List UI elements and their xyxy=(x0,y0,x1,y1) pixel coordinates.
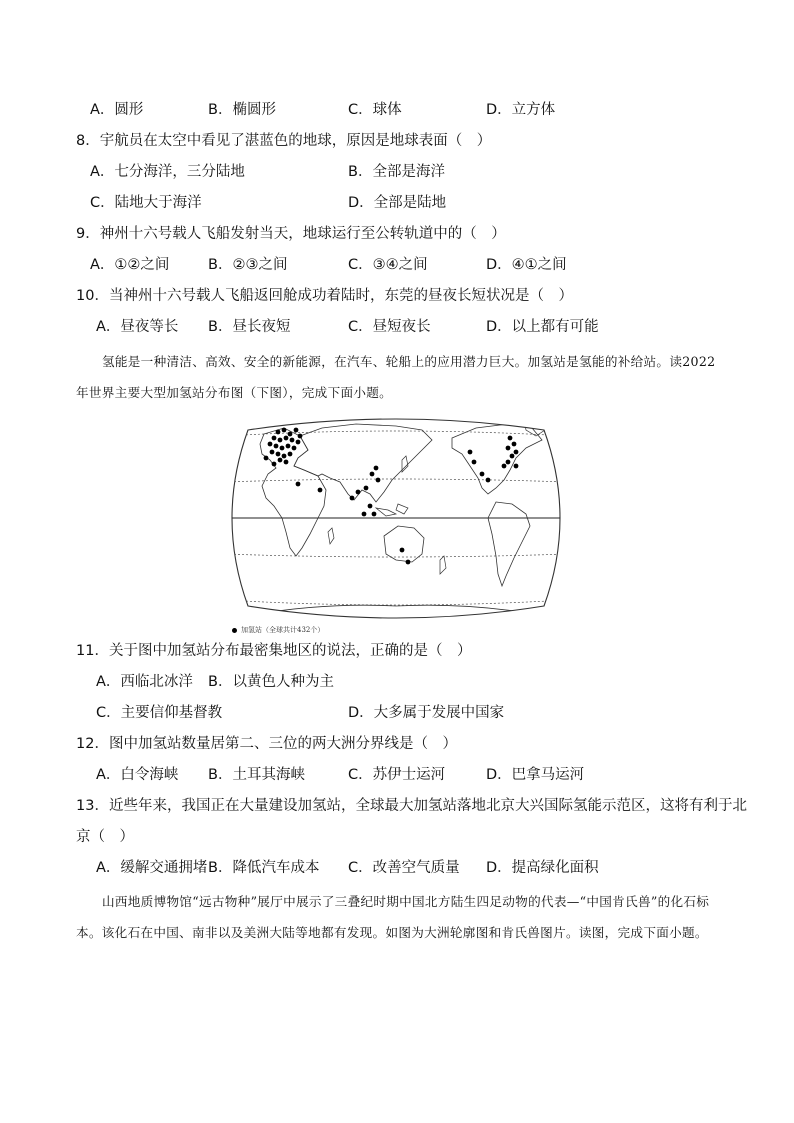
hydrogen-station-dot xyxy=(318,488,323,493)
q7-option-a: A．圆形 xyxy=(90,102,144,118)
hydrogen-station-dot xyxy=(264,456,269,461)
hydrogen-station-dot xyxy=(468,450,473,455)
hydrogen-station-dot xyxy=(272,436,277,441)
reading-passage-hydrogen: 氢能是一种清洁、高效、安全的新能源，在汽车、轮船上的应用潜力巨大。加氢站是氢能的补给站。读2022年世界主要大型加氢站分布图（下图），完成下面小题。 xyxy=(76,354,716,400)
q13-option-b: B．降低汽车成本 xyxy=(208,860,320,876)
q12-stem: 12．图中加氢站数量居第二、三位的两大洲分界线是（ ） xyxy=(76,736,457,752)
hydrogen-station-dot xyxy=(350,496,355,501)
q12-option-c: C．苏伊士运河 xyxy=(348,767,446,783)
hydrogen-station-dot xyxy=(472,460,477,465)
hydrogen-station-dot xyxy=(506,446,511,451)
hydrogen-station-dot xyxy=(292,446,297,451)
q10-option-c: C．昼短夜长 xyxy=(348,319,431,335)
hydrogen-station-dot xyxy=(298,434,303,439)
q10-stem: 10．当神州十六号载人飞船返回舱成功着陆时，东莞的昼夜长短状况是（ ） xyxy=(76,288,573,304)
hydrogen-station-dot xyxy=(480,472,485,477)
q9-option-d: D．④①之间 xyxy=(486,257,567,273)
hydrogen-station-dot xyxy=(284,460,289,465)
q12-option-a: A．白令海峡 xyxy=(96,767,179,783)
hydrogen-station-dot xyxy=(270,450,275,455)
hydrogen-station-dot xyxy=(374,466,379,471)
q11-option-c: C．主要信仰基督教 xyxy=(96,705,223,721)
hydrogen-station-dot xyxy=(294,428,299,433)
hydrogen-station-dot xyxy=(376,478,381,483)
q10-option-d: D．以上都有可能 xyxy=(486,319,599,335)
q13-option-c: C．改善空气质量 xyxy=(348,860,460,876)
q12-option-d: D．巴拿马运河 xyxy=(486,767,585,783)
q9-option-a: A．①②之间 xyxy=(90,257,170,273)
q8-option-d: D．全部是陆地 xyxy=(348,195,447,211)
hydrogen-station-dot xyxy=(372,512,377,517)
q10-option-a: A．昼夜等长 xyxy=(96,319,179,335)
q13-stem-line2: 京（ ） xyxy=(76,829,134,845)
q9-stem: 9．神州十六号载人飞船发射当天，地球运行至公转轨道中的（ ） xyxy=(76,226,506,242)
hydrogen-station-dot xyxy=(276,452,281,457)
hydrogen-station-dot xyxy=(272,462,277,467)
hydrogen-station-dot xyxy=(364,486,369,491)
hydrogen-station-dot xyxy=(296,440,301,445)
hydrogen-station-dot xyxy=(356,490,361,495)
hydrogen-station-dot xyxy=(370,472,375,477)
hydrogen-station-dot xyxy=(278,438,283,443)
hydrogen-station-dot xyxy=(512,442,517,447)
hydrogen-station-dot xyxy=(276,430,281,435)
hydrogen-station-dot xyxy=(486,478,491,483)
q7-option-c: C．球体 xyxy=(348,102,402,118)
map-legend xyxy=(232,625,324,635)
hydrogen-station-dot xyxy=(296,482,301,487)
hydrogen-station-dot xyxy=(502,464,507,469)
hydrogen-station-dot xyxy=(508,436,513,441)
hydrogen-station-dot xyxy=(286,444,291,449)
q7-option-b: B．椭圆形 xyxy=(208,102,276,118)
q11-stem: 11．关于图中加氢站分布最密集地区的说法，正确的是（ ） xyxy=(76,643,472,659)
q11-option-a: A．西临北冰洋 xyxy=(96,674,193,690)
q9-option-b: B．②③之间 xyxy=(208,257,288,273)
q8-stem: 8．宇航员在太空中看见了湛蓝色的地球，原因是地球表面（ ） xyxy=(76,133,492,149)
q13-option-d: D．提高绿化面积 xyxy=(486,860,599,876)
hydrogen-station-dot xyxy=(288,432,293,437)
hydrogen-station-dot xyxy=(406,560,411,565)
q8-option-a: A．七分海洋，三分陆地 xyxy=(90,164,245,180)
q13-stem-line1: 13．近些年来，我国正在大量建设加氢站，全球最大加氢站落地北京大兴国际氢能示范区，这将有利于北 xyxy=(76,798,747,814)
q8-option-b: B．全部是海洋 xyxy=(348,164,445,180)
hydrogen-station-dot xyxy=(288,452,293,457)
hydrogen-station-dot xyxy=(268,442,273,447)
q8-option-c: C．陆地大于海洋 xyxy=(90,195,202,211)
hydrogen-station-dot xyxy=(282,428,287,433)
hydrogen-station-dot xyxy=(510,454,515,459)
q11-option-b: B．以黄色人种为主 xyxy=(208,674,334,690)
map-legend-label: 加氢站（全球共计432个） xyxy=(241,626,325,634)
hydrogen-station-dot xyxy=(400,548,405,553)
q10-option-b: B．昼长夜短 xyxy=(208,319,291,335)
hydrogen-station-dot xyxy=(274,444,279,449)
q12-option-b: B．土耳其海峡 xyxy=(208,767,305,783)
hydrogen-station-dot xyxy=(506,460,511,465)
hydrogen-station-dot xyxy=(514,464,519,469)
q11-option-d: D．大多属于发展中国家 xyxy=(348,705,505,721)
hydrogen-station-dot xyxy=(278,458,283,463)
hydrogen-station-dot xyxy=(362,512,367,517)
hydrogen-station-dot xyxy=(290,438,295,443)
q7-option-d: D．立方体 xyxy=(486,102,556,118)
world-map-hydrogen-stations xyxy=(226,410,566,636)
hydrogen-station-dot xyxy=(284,436,289,441)
station-dot-icon xyxy=(232,628,237,633)
hydrogen-station-dot xyxy=(368,504,373,509)
q9-option-c: C．③④之间 xyxy=(348,257,428,273)
hydrogen-station-dot xyxy=(514,450,519,455)
hydrogen-station-dot xyxy=(282,454,287,459)
reading-passage-fossil: 山西地质博物馆“远古物种”展厅中展示了三叠纪时期中国北方陆生四足动物的代表—“中国肯氏兽”的化石标本。该化石在中国、南非以及美洲大陆等地都有发现。如图为大洲轮廓图和肯氏兽图片。读图，完成下面小题。 xyxy=(76,894,710,940)
q13-option-a: A．缓解交通拥堵 xyxy=(96,860,208,876)
hydrogen-station-dot xyxy=(280,446,285,451)
